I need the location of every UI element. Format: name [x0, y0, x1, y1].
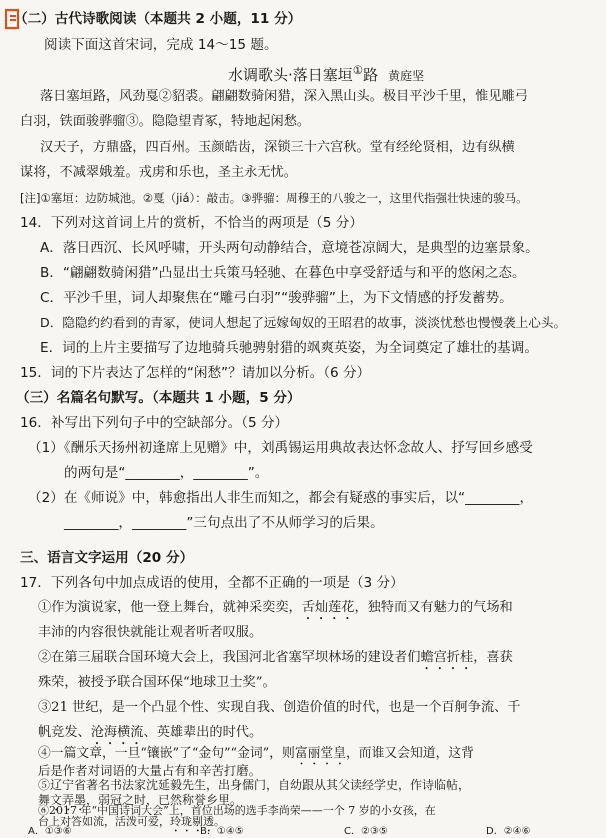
poem-author: 黄庭坚	[388, 69, 425, 83]
poem-line: 谋将，不减翠娥羞。戎虏和乐也，圣主永无忧。	[20, 165, 297, 180]
section3-heading: （三）名篇名句默写。（本题共 1 小题，5 分）	[16, 390, 301, 406]
q17-dotted-idiom: 舞文弄墨	[38, 793, 87, 807]
q17-dotted-idiom: 沧海横流	[90, 725, 144, 740]
q17-answer-option-c: C．②③⑤	[344, 826, 388, 837]
section2-heading: （二）古代诗歌阅读（本题共 2 小题，11 分）	[14, 11, 302, 27]
q17-dotted-idiom: 蟾宫折桂	[420, 650, 474, 665]
q16-item2-line1: （2）在《师说》中，韩愈指出人非生而知之，都会有疑惑的事实后，以“________，	[28, 490, 534, 506]
q16-item2-line2: ________，________”三句点出了不从师学习的后果。	[64, 515, 384, 531]
q17-dotted-idiom: 舌灿莲花	[301, 600, 355, 615]
q16-item1-line2: 的两句是“________，________”。	[64, 465, 269, 481]
q14-stem: 14．下列对这首词上片的赏析，不恰当的两项是（5 分）	[20, 215, 363, 231]
q17-sentence-4-cont: 后是作者对词语的大量占有和辛苦打磨。	[38, 763, 262, 778]
q14-option-d: D．隐隐约约看到的青冢，使词人想起了远嫁匈奴的王昭君的故事，淡淡忧愁也慢慢袭上心头。	[40, 315, 567, 330]
section2-instruction: 阅读下面这首宋词，完成 14～15 题。	[44, 37, 278, 53]
q17-sentence-2-cont: 殊荣，被授予联合国环保“地球卫士奖”。	[38, 675, 276, 690]
poem-line: 落日塞垣路，风劲戛②貂裘。翩翩数骑闲猎，深入黑山头。极目平沙千里，惟见雕弓	[40, 89, 528, 104]
q17-sentence-4: ④一篇文章，一旦“镶嵌”了“金句”“金词”，则富丽堂皇，而谁又会知道，这背	[38, 746, 474, 761]
poem-line: 白羽，铁面骏骅骝③。隐隐望青冢，特地起闲愁。	[20, 114, 311, 129]
poem-line: 汉天子，方鼎盛，四百州。玉颜皓齿，深锁三十六宫秋。堂有经纶贤相，边有纵横	[40, 140, 515, 155]
q17-dotted-idiom: 富丽堂皇	[294, 746, 346, 761]
q17-answer-option-d: D．②④⑥	[486, 826, 531, 837]
q17-sentence-6: ⑥2017 年“中国诗词大会”上，首位出场的选手李尚荣——一个 7 岁的小女孩，在	[38, 804, 436, 817]
q17-sentence-3-cont: 帆竞发、沧海横流、英雄辈出的时代。	[38, 725, 263, 740]
q17-stem: 17．下列各句中加点成语的使用，全都不正确的一项是（3 分）	[20, 575, 404, 591]
poem-title-suffix: 路	[363, 66, 379, 84]
q16-item1-line1: （1）《酬乐天扬州初逢席上见赠》中，刘禹锡运用典故表达怀念故人、抒写回乡感受	[28, 440, 533, 456]
q17-answer-option-a: A．①③⑥	[28, 826, 72, 837]
part3-heading: 三、语言文字运用（20 分）	[20, 550, 194, 566]
q17-sentence-1: ①作为演说家，他一登上舞台，就神采奕奕，舌灿莲花，独特而又有魅力的气场和	[38, 600, 513, 615]
q14-option-e: E．词的上片主要描写了边地骑兵驰骋射猎的飒爽英姿，为全词奠定了雄壮的基调。	[40, 340, 538, 356]
q17-answer-option-b: B．①④⑤	[200, 826, 244, 837]
q17-sentence-3: ③21 世纪，是一个凸显个性、实现自我、创造价值的时代，也是一个百舸争流、千	[38, 700, 521, 715]
q14-option-a: A．落日西沉、长风呼啸，开头两句动静结合，意境苍凉阔大，是典型的边塞景象。	[40, 240, 539, 256]
q17-dotted-idiom: 玲珑剔透	[170, 815, 214, 828]
poem-note: [注]①塞垣：边防城池。②戛（jiá）：敲击。③骅骝：周穆王的八骏之一，这里代指强壮快速的骏马。	[20, 191, 528, 205]
q14-option-c: C．平沙千里，词人却聚焦在“雕弓白羽”“骏骅骝”上，为下文情感的抒发蓄势。	[40, 290, 513, 306]
q17-sentence-5-cont: 舞文弄墨，弱冠之时，已然称誉乡里。	[38, 793, 243, 807]
q15-stem: 15．词的下片表达了怎样的“闲愁”？请加以分析。（6 分）	[20, 365, 371, 381]
poem-title-block: 水调歌头·落日塞垣①路 黄庭坚	[228, 63, 425, 84]
q17-sentence-1-cont: 丰沛的内容很快就能让观者听者叹服。	[38, 625, 263, 640]
q16-stem: 16．补写出下列句子中的空缺部分。（5 分）	[20, 415, 289, 431]
q17-sentence-5: ⑤辽宁省著名书法家沈延毅先生，出身儒门，自幼跟从其父读经学史，作诗临帖，	[38, 778, 471, 792]
poem-title: 水调歌头·落日塞垣	[228, 66, 353, 84]
q14-option-b: B．“翩翩数骑闲猎”凸显出士兵策马轻驰、在暮色中享受舒适与和平的悠闲之态。	[40, 265, 526, 281]
q17-sentence-2: ②在第三届联合国环境大会上，我国河北省塞罕坝林场的建设者们蟾宫折桂，喜获	[38, 650, 513, 665]
q17-sentence-6-cont: 台上对答如流，活泼可爱，玲珑剔透。	[38, 815, 225, 828]
